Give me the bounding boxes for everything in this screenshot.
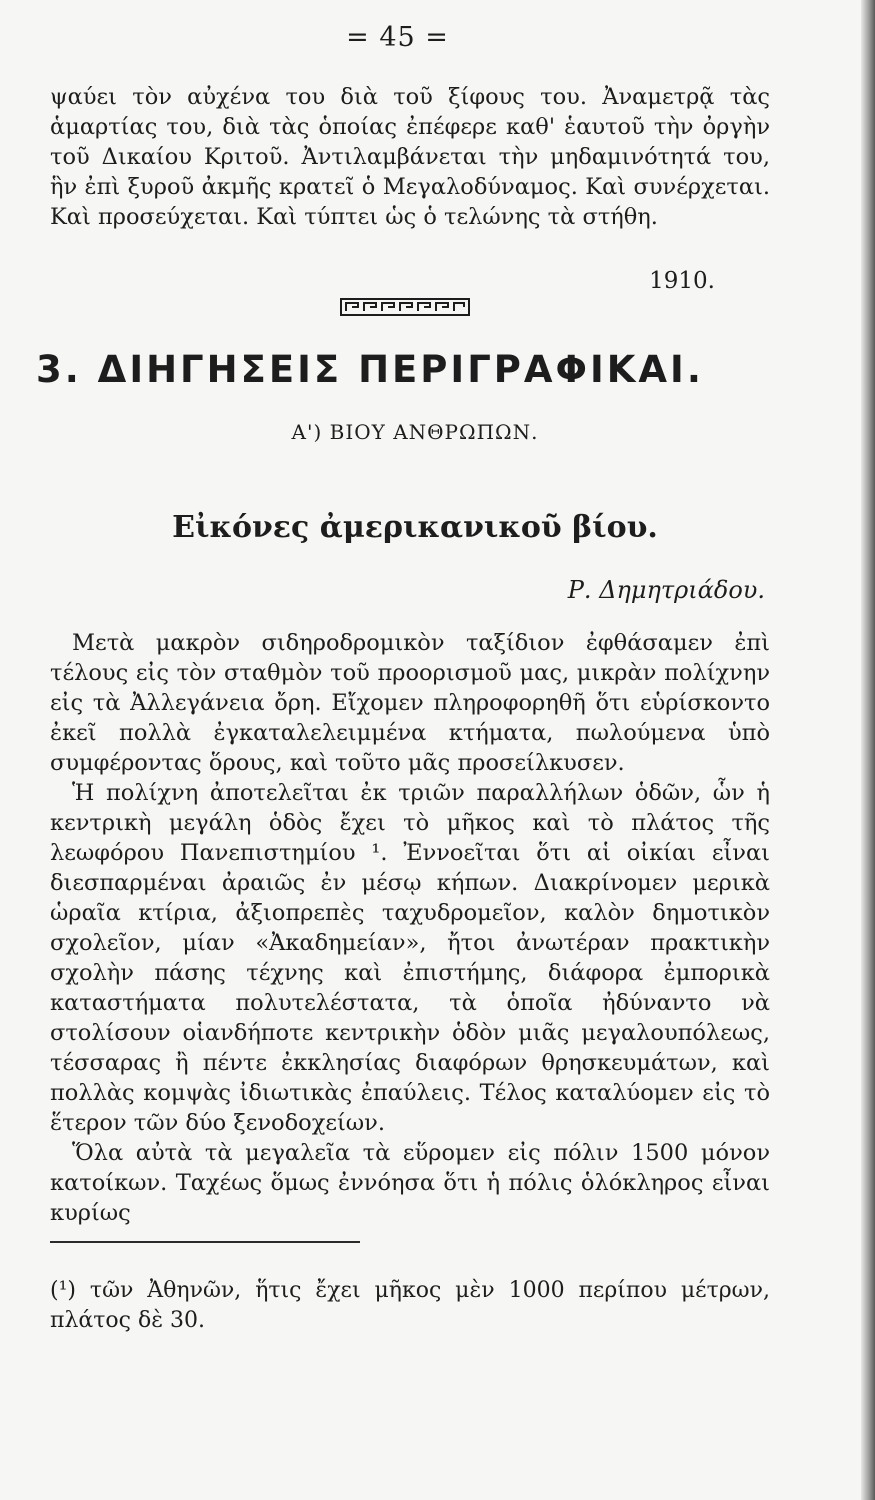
- section-subheading: Α') ΒΙΟΥ ΑΝΘΡΩΠΩΝ.: [291, 420, 539, 444]
- section-heading: 3. ΔΙΗΓΗΣΕΙΣ ΠΕΡΙΓΡΑΦΙΚΑΙ.: [36, 348, 704, 391]
- date: 1910.: [649, 268, 715, 294]
- footnote: (¹) τῶν Ἀθηνῶν, ἥτις ἔχει μῆκος μὲν 1000 περίπου μέτρων, πλάτος δὲ 30.: [50, 1278, 770, 1333]
- section-ornament-divider: [340, 296, 470, 318]
- article-paragraph: Ὅλα αὐτὰ τὰ μεγαλεῖα τὰ εὕρομεν εἰς πόλιν 1500 μόνον κατοίκων. Ταχέως ὅμως ἐννόησα ὅτι ἡ πόλις ὁλόκληρος εἶναι κυρίως: [50, 1140, 770, 1226]
- article-paragraph: Μετὰ μακρὸν σιδηροδρομικὸν ταξίδιον ἐφθάσαμεν ἐπὶ τέλους εἰς τὸν σταθμὸν τοῦ προορισμοῦ μας, μικρὰν πολίχνην εἰς τὰ Ἀλλεγάνεια ὄρη. Εἴχομεν πληροφορηθῆ ὅτι εὑρίσκοντο ἐκεῖ πολλὰ ἐγκαταλελειμμένα κτήματα, πωλούμενα ὑπὸ συμφέροντας ὅρους, καὶ τοῦτο μᾶς προσείλκυσεν.: [50, 630, 770, 776]
- article-paragraph: Ἡ πολίχνη ἀποτελεῖται ἐκ τριῶν παραλλήλων ὁδῶν, ὧν ἡ κεντρικὴ μεγάλη ὁδὸς ἔχει τὸ μῆκος καὶ τὸ πλάτος τῆς λεωφόρου Πανεπιστημίου ¹. Ἐννοεῖται ὅτι αἱ οἰκίαι εἶναι διεσπαρμέναι ἀραιῶς ἐν μέσῳ κήπων. Διακρίνομεν μερικὰ ὡραῖα κτίρια, ἀξιοπρεπὲς ταχυδρομεῖον, καλὸν δημοτικὸν σχολεῖον, μίαν «Ἀκαδημείαν», ἤτοι ἀνωτέραν πρακτικὴν σχολὴν πάσης τέχνης καὶ ἐπιστήμης, διάφορα ἐμπορικὰ καταστήματα πολυτελέστατα, τὰ ὁποῖα ἠδύναντο νὰ στολίσουν οἱανδήποτε κεντρικὴν ὁδὸν μιᾶς μεγαλουπόλεως, τέσσαρας ἢ πέντε ἐκκλησίας διαφόρων θρησκευμάτων, καὶ πολλὰς κομψὰς ἰδιωτικὰς ἐπαύλεις. Τέλος καταλύομεν εἰς τὸ ἕτερον τῶν δύο ξενοδοχείων.: [50, 780, 770, 1136]
- page-number: = 45 =: [346, 22, 449, 53]
- page-edge-shadow: [861, 0, 875, 1500]
- article-author: Ρ. Δημητριάδου.: [567, 576, 765, 604]
- opening-paragraph: ψαύει τὸν αὐχένα του διὰ τοῦ ξίφους του. Ἀναμετρᾷ τὰς ἁμαρτίας του, διὰ τὰς ὁποίας ἐπέφερε καθ' ἑαυτοῦ τὴν ὀργὴν τοῦ Δικαίου Κριτοῦ. Ἀντιλαμβάνεται τὴν μηδαμινότητά του, ἣν ἐπὶ ξυροῦ ἀκμῆς κρατεῖ ὁ Μεγαλοδύναμος. Καὶ συνέρχεται. Καὶ προσεύχεται. Καὶ τύπτει ὡς ὁ τελώνης τὰ στήθη.: [50, 84, 770, 230]
- footnote-divider: [50, 1241, 360, 1243]
- article-title: Εἰκόνες ἀμερικανικοῦ βίου.: [172, 510, 658, 545]
- article-body: [50, 628, 770, 1228]
